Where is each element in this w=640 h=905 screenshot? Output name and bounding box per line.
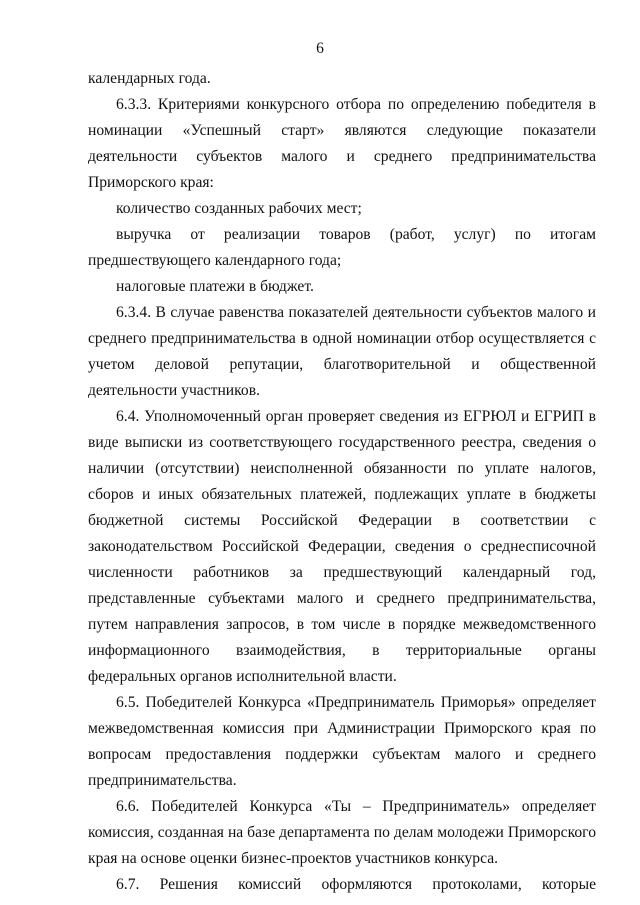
page-number: 6 (316, 40, 324, 57)
paragraph-continuation: календарных года. (88, 70, 211, 87)
paragraph-6-3-4: 6.3.4. В случае равенства показателей деятельности субъектов малого и среднего предпринимательства в одной номинации отбор осуществляется с учетом деловой репутации, благотворительной и общественной деятельности участников. (88, 304, 596, 399)
list-item-revenue: выручка от реализации товаров (работ, услуг) по итогам предшествующего календарного года; (88, 226, 596, 269)
paragraph-6-4: 6.4. Уполномоченный орган проверяет сведения из ЕГРЮЛ и ЕГРИП в виде выписки из соответствующего государственного реестра, сведения о наличии (отсутствии) неисполненной обязанности по уплате налогов, сборов и иных обязательных платежей, подлежащих уплате в бюджеты бюджетной системы Российской Федерации в соответствии с законодательством Российской Федерации, сведения о среднесписочной численности работников за предшествующий календарный год, представленные субъектами малого и среднего предпринимательства, путем направления запросов, в том числе в порядке межведомственного информационного взаимодействия, в территориальные органы федеральных органов исполнительной власти. (88, 408, 596, 685)
list-item-jobs-created: количество созданных рабочих мест; (116, 200, 362, 217)
document-body (88, 66, 596, 898)
paragraph-6-6: 6.6. Победителей Конкурса «Ты – Предприниматель» определяет комиссия, созданная на базе департамента по делам молодежи Приморского края на основе оценки бизнес-проектов участников конкурса. (88, 798, 596, 867)
list-item-tax-payments: налоговые платежи в бюджет. (116, 278, 314, 295)
paragraph-6-7: 6.7. Решения комиссий оформляются протоколами, которые (116, 876, 596, 893)
paragraph-6-5: 6.5. Победителей Конкурса «Предприниматель Приморья» определяет межведомственная комиссия при Администрации Приморского края по вопросам предоставления поддержки субъектам малого и среднего предпринимательства. (88, 694, 596, 789)
paragraph-6-3-3: 6.3.3. Критериями конкурсного отбора по определению победителя в номинации «Успешный старт» являются следующие показатели деятельности субъектов малого и среднего предпринимательства Приморского края: (88, 96, 596, 191)
